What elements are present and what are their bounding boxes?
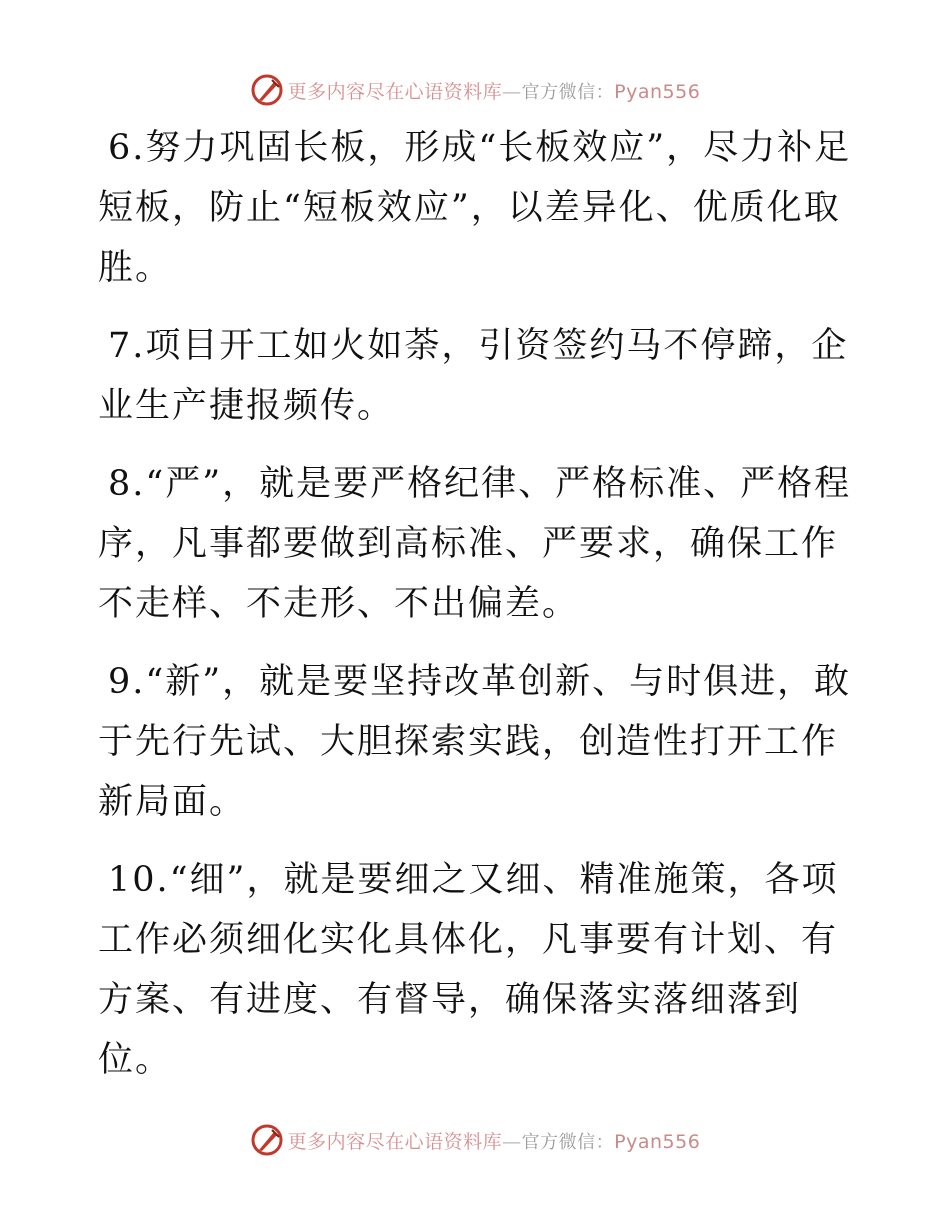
header-watermark [0, 68, 950, 112]
document-body [98, 118, 858, 1108]
watermark-dash: — [502, 80, 522, 103]
watermark-text [288, 1127, 701, 1154]
paragraph-8: 8.“严”，就是要严格纪律、严格标准、严格程序，凡事都要做到高标准、严要求，确保工作不走样、不走形、不出偏差。 [98, 464, 852, 624]
paragraph-7: 7.项目开工如火如荼，引资签约马不停蹄，企业生产捷报频传。 [98, 326, 849, 426]
watermark-official-label: 官方微信： [521, 81, 615, 103]
watermark-official-label: 官方微信： [521, 1131, 615, 1153]
watermark-brand: 更多内容尽在心语资料库 [287, 1130, 503, 1153]
watermark-text [288, 77, 701, 104]
quill-logo-icon [250, 73, 284, 107]
paragraph-6: 6.努力巩固长板，形成“长板效应”，尽力补足短板，防止“短板效应”，以差异化、优质化取胜。 [98, 128, 852, 288]
watermark-dash: — [502, 1130, 522, 1153]
paragraph-9: 9.“新”，就是要坚持改革创新、与时俱进，敢于先行先试、大胆探索实践，创造性打开工作新局面。 [98, 662, 852, 822]
footer-watermark [0, 1118, 950, 1162]
watermark-brand: 更多内容尽在心语资料库 [287, 80, 503, 103]
watermark-wechat-id: Pyan556 [614, 1130, 701, 1153]
paragraph-10: 10.“细”，就是要细之又细、精准施策，各项工作必须细化实化具体化，凡事要有计划、有方案、有进度、有督导，确保落实落细落到位。 [98, 860, 839, 1080]
watermark-wechat-id: Pyan556 [614, 80, 701, 103]
quill-logo-icon [250, 1123, 284, 1157]
